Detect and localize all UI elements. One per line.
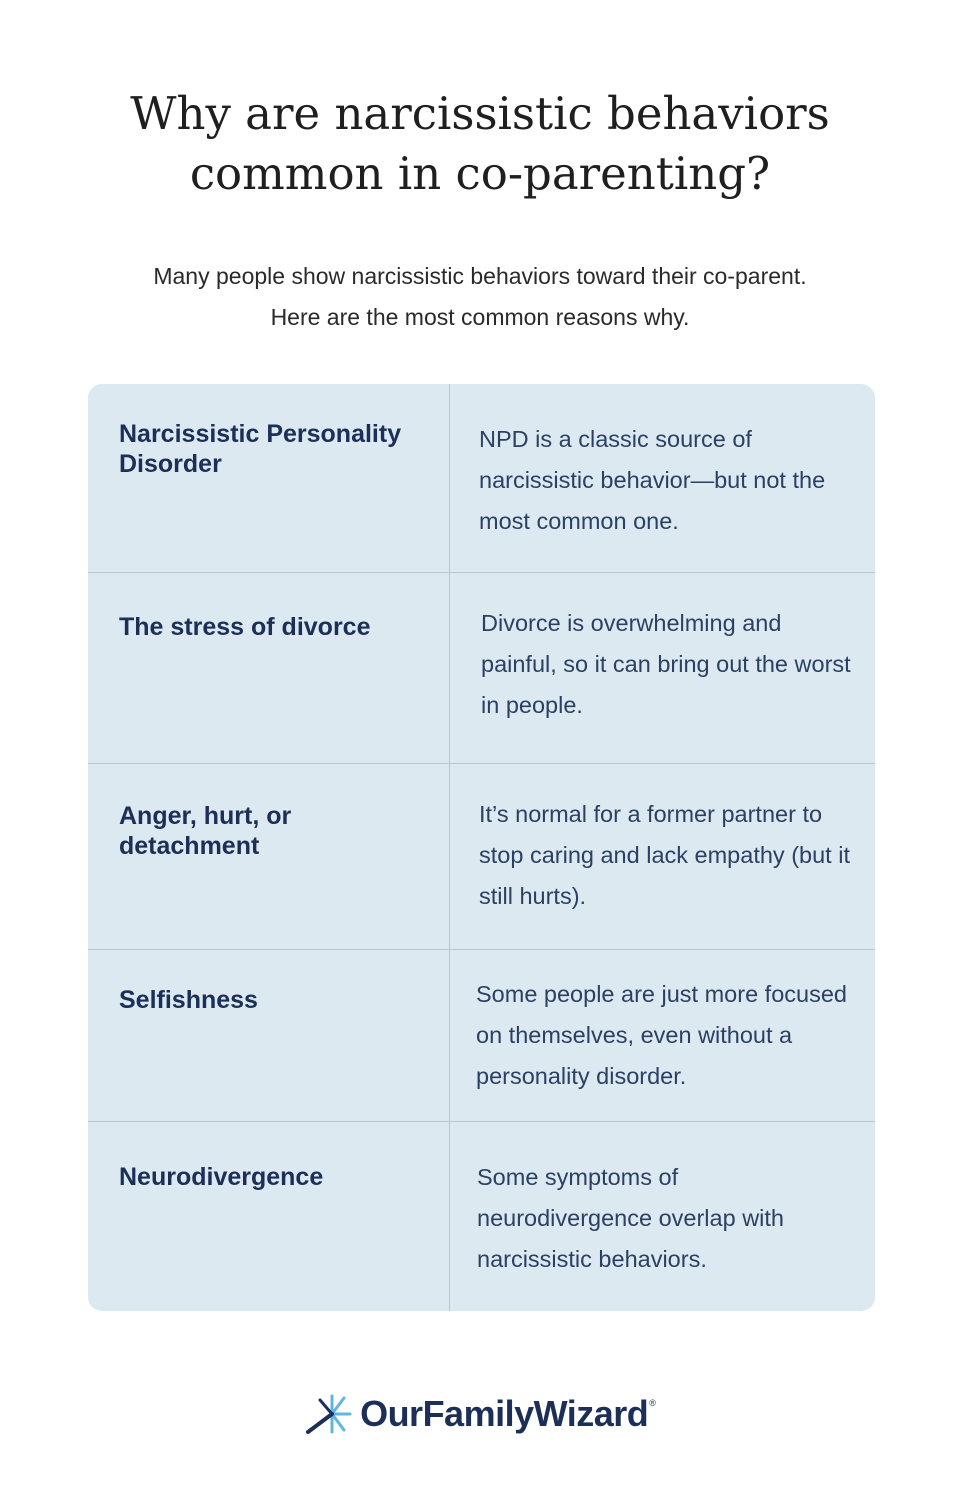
- reason-description: Divorce is overwhelming and painful, so it can bring out the worst in people.: [481, 610, 851, 718]
- reason-term: Anger, hurt, or detachment: [119, 802, 292, 860]
- reason-description: NPD is a classic source of narcissistic behavior—but not the most common one.: [479, 426, 826, 534]
- title-line-2: common in co-parenting?: [189, 147, 771, 200]
- subtitle-line-1: Many people show narcissistic behaviors toward their co-parent.: [153, 263, 807, 289]
- wizard-star-icon: [304, 1392, 354, 1436]
- registered-mark: ®: [649, 1398, 656, 1408]
- reason-term: Neurodivergence: [119, 1163, 324, 1191]
- title-line-1: Why are narcissistic behaviors: [130, 87, 830, 140]
- table-row: [88, 384, 875, 573]
- reason-term: Selfishness: [119, 986, 258, 1014]
- reason-description: Some symptoms of neurodivergence overlap with narcissistic behaviors.: [477, 1164, 784, 1272]
- page-subtitle: [0, 256, 960, 338]
- table-row: [88, 764, 875, 950]
- reason-term: Narcissistic Personality Disorder: [119, 420, 402, 478]
- reason-description: Some people are just more focused on themselves, even without a personality disorder.: [476, 981, 847, 1089]
- subtitle-line-2: Here are the most common reasons why.: [270, 304, 690, 330]
- reason-term: The stress of divorce: [119, 613, 371, 641]
- brand-logo: [0, 1392, 960, 1436]
- page-title: [0, 84, 960, 204]
- table-row: [88, 573, 875, 764]
- table-row: [88, 950, 875, 1122]
- table-row: [88, 1122, 875, 1311]
- brand-name: OurFamilyWizard: [360, 1393, 649, 1434]
- reasons-table: [88, 384, 875, 1311]
- reason-description: It’s normal for a former partner to stop caring and lack empathy (but it still hurts).: [479, 801, 850, 909]
